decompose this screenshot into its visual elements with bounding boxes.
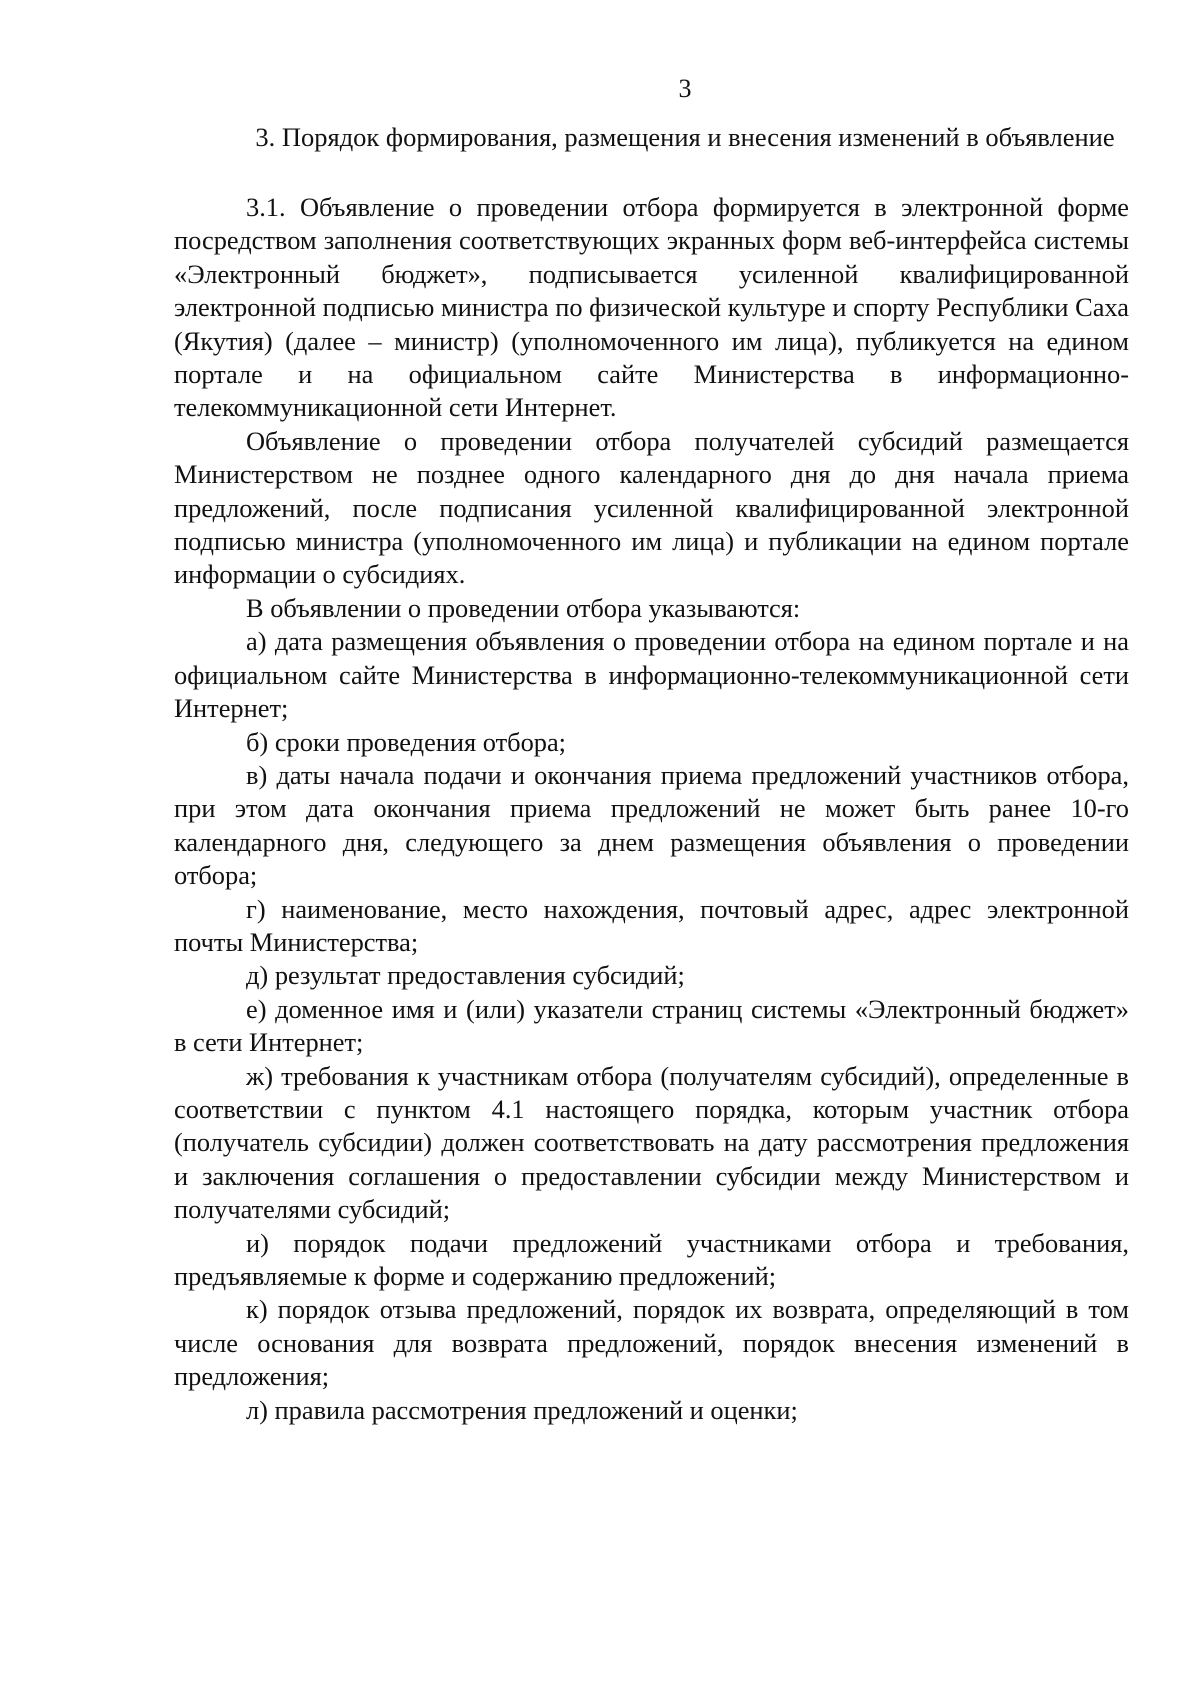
- list-item: г) наименование, место нахождения, почтовый адрес, адрес электронной почты Министерства;: [174, 893, 1129, 957]
- list-item: ж) требования к участникам отбора (получателям субсидий), определенные в соответствии с пунктом 4.1 настоящего порядка, которым участник отбора (получатель субсидии) должен соответствовать на дату рассмотрения предложения и заключения соглашения о предоставлении субсидии между Министерством и получателями субсидий;: [174, 1060, 1129, 1225]
- document-body: [174, 191, 1129, 1427]
- list-item: д) результат предоставления субсидий;: [246, 960, 685, 991]
- paragraph: В объявлении о проведении отбора указываются:: [246, 592, 801, 623]
- paragraph: Объявление о проведении отбора получателей субсидий размещается Министерством не позднее одного календарного дня до дня начала приема предложений, после подписания усиленной квалифицированной электронной подписью министра (уполномоченного им лица) и публикации на едином портале информации о субсидиях.: [174, 425, 1129, 590]
- list-item: л) правила рассмотрения предложений и оценки;: [246, 1394, 798, 1425]
- page-number: 3: [678, 74, 692, 103]
- list-item: к) порядок отзыва предложений, порядок их возврата, определяющий в том числе основания для возврата предложений, порядок внесения изменений в предложения;: [174, 1294, 1129, 1392]
- list-item: е) доменное имя и (или) указатели страниц системы «Электронный бюджет» в сети Интернет;: [174, 993, 1129, 1058]
- paragraph: 3.1. Объявление о проведении отбора формируется в электронной форме посредством заполнения соответствующих экранных форм веб-интерфейса системы «Электронный бюджет», подписывается усиленной квалифицированной электронной подписью министра по физической культуре и спорту Республики Саха (Якутия) (далее – министр) (уполномоченного им лица), публикуется на едином портале и на официальном сайте Министерства в информационно-телекоммуникационной сети Интернет.: [174, 192, 1129, 423]
- list-item: и) порядок подачи предложений участниками отбора и требования, предъявляемые к форме и содержанию предложений;: [174, 1227, 1129, 1291]
- list-item: в) даты начала подачи и окончания приема предложений участников отбора, при этом дата окончания приема предложений не может быть ранее 10-го календарного дня, следующего за днем размещения объявления о проведении отбора;: [174, 759, 1129, 891]
- list-item: а) дата размещения объявления о проведении отбора на едином портале и на официальном сайте Министерства в информационно-телекоммуникационной сети Интернет;: [174, 626, 1129, 724]
- section-heading: 3. Порядок формирования, размещения и внесения изменений в объявление: [255, 122, 1115, 152]
- list-item: б) сроки проведения отбора;: [246, 726, 567, 757]
